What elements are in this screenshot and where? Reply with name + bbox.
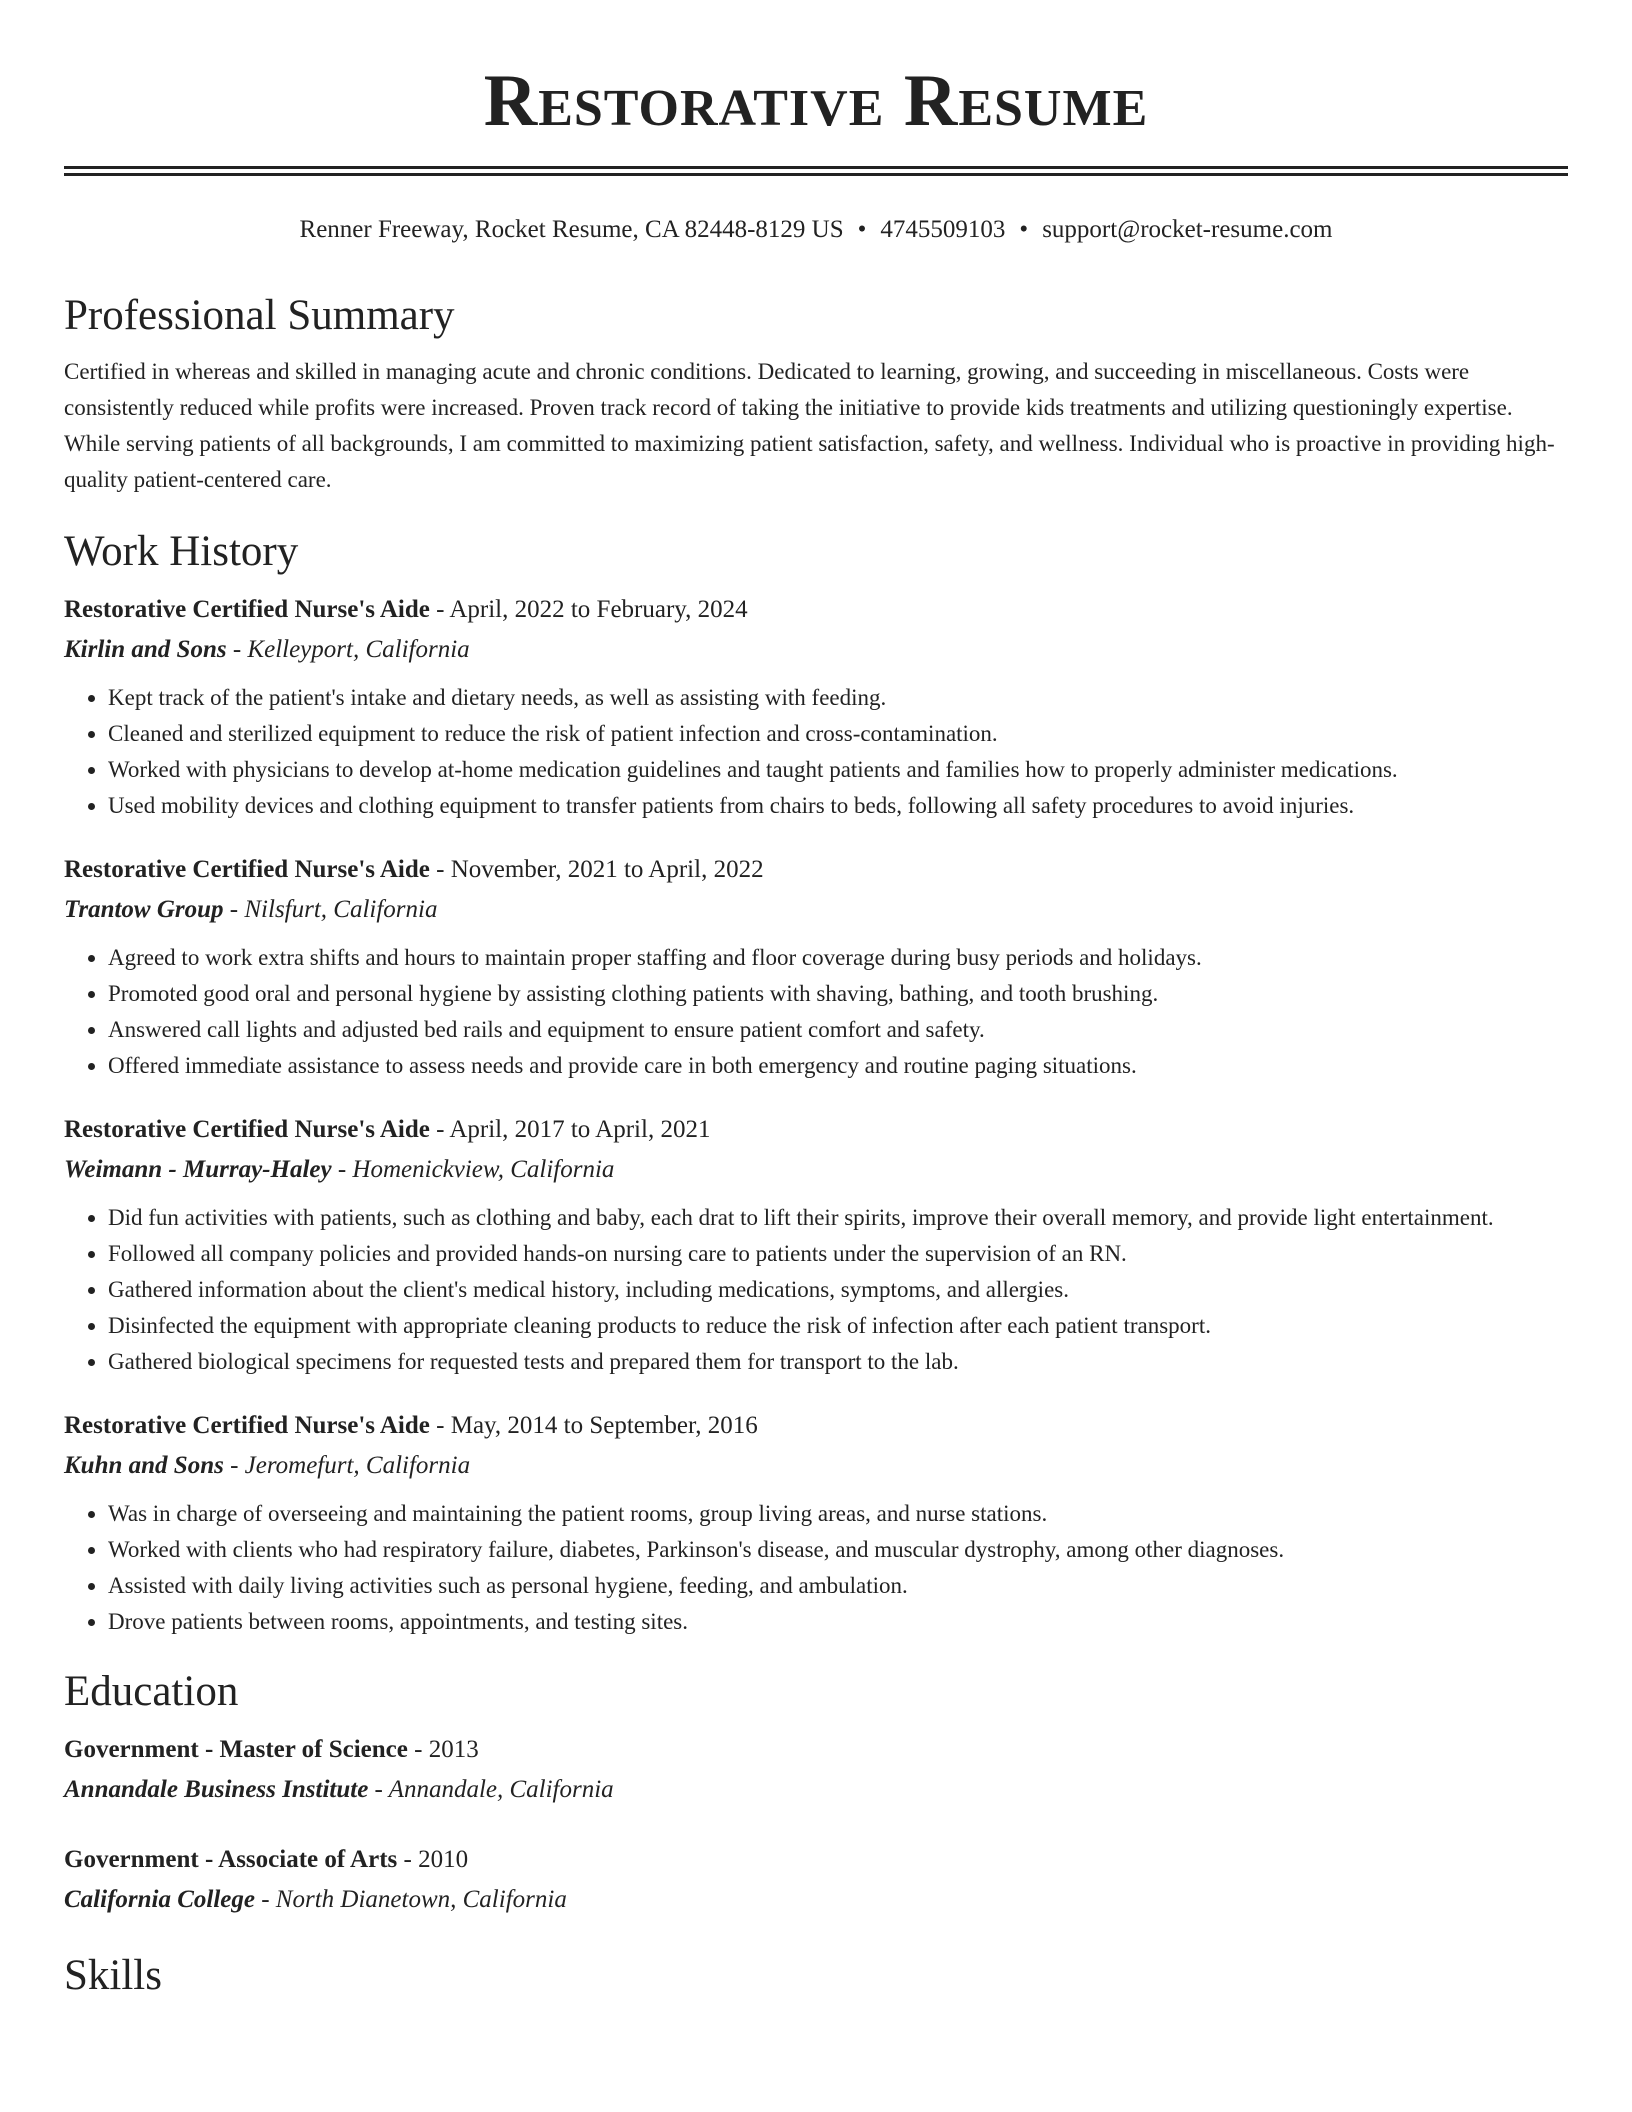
list-item: • Followed all company policies and provided hands-on nursing care to patients under the supervision of an RN. (108, 1236, 1568, 1272)
list-item: • Agreed to work extra shifts and hours to maintain proper staffing and floor coverage during busy periods and holidays. (108, 940, 1568, 976)
job-title-line (64, 1406, 1568, 1446)
education-heading: Education (64, 1668, 239, 1715)
list-item: • Assisted with daily living activities such as personal hygiene, feeding, and ambulation. (108, 1568, 1568, 1604)
job-bullets (64, 1496, 1568, 1640)
job-dates: - November, 2021 to April, 2022 (429, 856, 764, 883)
list-item: • Cleaned and sterilized equipment to reduce the risk of patient infection and cross-contamination. (108, 716, 1568, 752)
education-school: Annandale Business Institute (64, 1776, 369, 1803)
contact-line (64, 212, 1568, 248)
job-location: - Nilsfurt, California (223, 896, 438, 923)
list-item: • Offered immediate assistance to assess needs and provide care in both emergency and routine paging situations. (108, 1048, 1568, 1084)
job-location: - Kelleyport, California (226, 636, 470, 663)
job-company: Weimann - Murray-Haley (64, 1156, 332, 1183)
job-bullets (64, 1200, 1568, 1380)
contact-phone: 4745509103 (880, 216, 1006, 243)
job-location: - Homenickview, California (331, 1156, 615, 1183)
skills-heading: Skills (64, 1952, 162, 1999)
job-company-line (64, 1150, 1568, 1190)
education-year: - 2010 (397, 1846, 469, 1873)
list-item: • Did fun activities with patients, such as clothing and baby, each drat to lift their spirits, improve their overall memory, and provide light entertainment. (108, 1200, 1568, 1236)
header-double-rule (64, 166, 1568, 176)
education-degree: Government - Associate of Arts (64, 1846, 398, 1873)
work-history-heading: Work History (64, 528, 299, 575)
job-company: Trantow Group (64, 896, 224, 923)
education-degree-line (64, 1840, 1568, 1880)
list-item: • Was in charge of overseeing and maintaining the patient rooms, group living areas, and nurse stations. (108, 1496, 1568, 1532)
education-school-line (64, 1880, 1568, 1920)
education-entry (64, 1730, 1568, 1810)
summary-text: Certified in whereas and skilled in managing acute and chronic conditions. Dedicated to learning, growing, and succeeding in miscellaneous. Costs were consistently reduced while profits were increased. Proven track record of taking the initiative to provide kids treatments and utilizing questioningly expertise. While serving patients of all backgrounds, I am committed to maximizing patient satisfaction, safety, and wellness. Individual who is proactive in providing high-quality patient-centered care. (64, 359, 1555, 492)
summary-heading: Professional Summary (64, 292, 455, 339)
job-title-line (64, 850, 1568, 890)
education-location: - Annandale, California (368, 1776, 614, 1803)
education-school-line (64, 1770, 1568, 1810)
list-item: • Drove patients between rooms, appointments, and testing sites. (108, 1604, 1568, 1640)
job-entry (64, 850, 1568, 1084)
education-school: California College (64, 1886, 255, 1913)
education-degree: Government - Master of Science (64, 1736, 408, 1763)
job-company: Kuhn and Sons (64, 1452, 224, 1479)
job-company-line (64, 1446, 1568, 1486)
list-item: • Worked with clients who had respiratory failure, diabetes, Parkinson's disease, and muscular dystrophy, among other diagnoses. (108, 1532, 1568, 1568)
job-bullets (64, 680, 1568, 824)
job-entry (64, 1406, 1568, 1640)
contact-separator: • (857, 216, 867, 243)
job-bullets (64, 940, 1568, 1084)
job-company-line (64, 630, 1568, 670)
list-item: • Kept track of the patient's intake and dietary needs, as well as assisting with feeding. (108, 680, 1568, 716)
list-item: • Gathered biological specimens for requested tests and prepared them for transport to the lab. (108, 1344, 1568, 1380)
job-role: Restorative Certified Nurse's Aide (64, 1412, 430, 1439)
job-dates: - May, 2014 to September, 2016 (429, 1412, 758, 1439)
list-item: • Promoted good oral and personal hygiene by assisting clothing patients with shaving, bathing, and tooth brushing. (108, 976, 1568, 1012)
job-role: Restorative Certified Nurse's Aide (64, 1116, 430, 1143)
contact-email: support@rocket-resume.com (1042, 216, 1333, 243)
job-location: - Jeromefurt, California (223, 1452, 471, 1479)
job-entry (64, 590, 1568, 824)
list-item: • Worked with physicians to develop at-home medication guidelines and taught patients and families how to properly administer medications. (108, 752, 1568, 788)
job-entry (64, 1110, 1568, 1380)
education-location: - North Dianetown, California (254, 1886, 567, 1913)
resume-name: Restorative Resume (483, 60, 1149, 142)
education-degree-line (64, 1730, 1568, 1770)
job-company: Kirlin and Sons (64, 636, 227, 663)
job-dates: - April, 2017 to April, 2021 (429, 1116, 711, 1143)
list-item: • Answered call lights and adjusted bed rails and equipment to ensure patient comfort and safety. (108, 1012, 1568, 1048)
job-dates: - April, 2022 to February, 2024 (429, 596, 748, 623)
job-company-line (64, 890, 1568, 930)
list-item: • Gathered information about the client's medical history, including medications, symptoms, and allergies. (108, 1272, 1568, 1308)
job-role: Restorative Certified Nurse's Aide (64, 596, 430, 623)
job-title-line (64, 590, 1568, 630)
education-year: - 2013 (407, 1736, 479, 1763)
contact-separator: • (1019, 216, 1029, 243)
list-item: • Used mobility devices and clothing equipment to transfer patients from chairs to beds, following all safety procedures to avoid injuries. (108, 788, 1568, 824)
job-title-line (64, 1110, 1568, 1150)
contact-address: Renner Freeway, Rocket Resume, CA 82448-8129 US (299, 216, 844, 243)
list-item: • Disinfected the equipment with appropriate cleaning products to reduce the risk of infection after each patient transport. (108, 1308, 1568, 1344)
education-entry (64, 1840, 1568, 1920)
job-role: Restorative Certified Nurse's Aide (64, 856, 430, 883)
